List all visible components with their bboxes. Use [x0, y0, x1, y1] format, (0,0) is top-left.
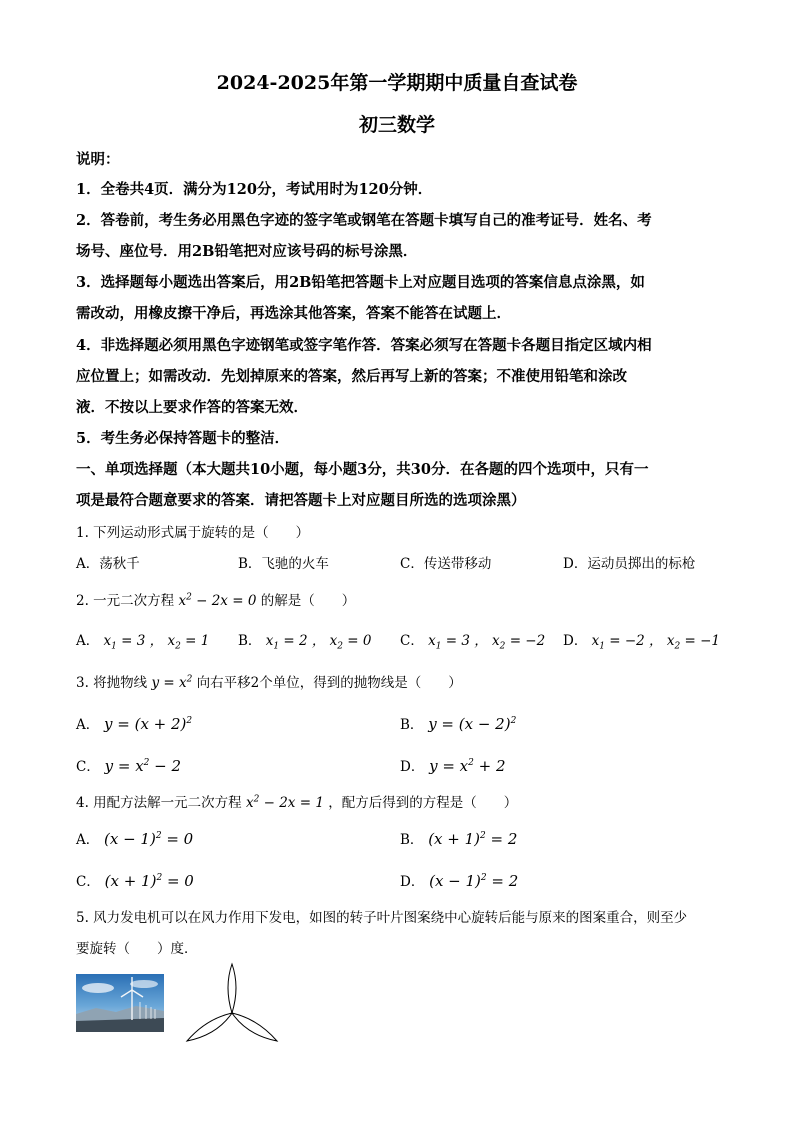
q5-stem-line1: 5. 风力发电机可以在风力作用下发电，如图的转子叶片图案绕中心旋转后能与原来的图案重合，则至少 [76, 910, 688, 926]
q3-option-d: D． $y = x^2 + 2$ [400, 757, 506, 775]
q4-stem [76, 791, 517, 811]
q2-stem [76, 589, 355, 609]
q3-option-a: A． $y = (x + 2)^2$ [76, 715, 193, 733]
q1-option-a: A．荡秋千 [76, 556, 140, 572]
q1-stem: 1. 下列运动形式属于旋转的是（ ） [76, 525, 310, 541]
q2-option-b: B． $x_1 = 2$ ， $x_2 = 0$ [238, 633, 372, 652]
q1-option-b: B．飞驰的火车 [238, 556, 329, 572]
notes-heading: 说明： [76, 151, 120, 168]
note-3-line1: 3．选择题每小题选出答案后，用2B铅笔把答题卡上对应题目选项的答案信息点涂黑，如 [76, 274, 645, 291]
q1-option-c: C．传送带移动 [400, 556, 492, 572]
q3-equation: $y = x^2$ [151, 674, 193, 691]
rotor-blade-diagram [184, 962, 280, 1044]
blade-top [228, 964, 236, 1013]
q2-equation: $x^2 - 2x = 0$ [178, 592, 257, 609]
q3-option-c: C． $y = x^2 - 2$ [76, 757, 182, 775]
q2-stem-tail: 的解是（ ） [260, 593, 356, 609]
q3-stem-text: 3. 将抛物线 [76, 675, 148, 691]
q2-option-a: A． $x_1 = 3$ ， $x_2 = 1$ [76, 633, 210, 652]
q4-equation: $x^2 - 2x = 1$ [245, 794, 324, 811]
q1-option-d: D．运动员掷出的标枪 [563, 556, 696, 572]
q2-option-c: C． $x_1 = 3$ ， $x_2 = -2$ [400, 633, 546, 652]
q4-stem-tail: ，配方后得到的方程是（ ） [328, 795, 518, 811]
q4-option-c: C． $(x + 1)^2 = 0$ [76, 872, 194, 890]
q4-option-a: A． $(x - 1)^2 = 0$ [76, 830, 194, 848]
q4-stem-text: 4. 用配方法解一元二次方程 [76, 795, 242, 811]
q3-stem-tail: 向右平移2个单位，得到的抛物线是（ ） [196, 675, 462, 691]
wind-turbine-photo [76, 974, 164, 1032]
q3-option-b: B． $y = (x - 2)^2$ [400, 715, 517, 733]
q4-option-b: B． $(x + 1)^2 = 2$ [400, 830, 518, 848]
q2-option-d: D． $x_1 = -2$ ， $x_2 = -1$ [563, 633, 720, 652]
note-4-line3: 液．不按以上要求作答的答案无效． [76, 399, 308, 416]
note-4-line1: 4．非选择题必须用黑色字迹钢笔或签字笔作答．答案必须写在答题卡各题目指定区域内相 [76, 337, 652, 354]
exam-title: 2024-2025年第一学期期中质量自查试卷 [216, 72, 578, 94]
q3-stem [76, 671, 462, 691]
note-3-line2: 需改动，用橡皮擦干净后，再选涂其他答案，答案不能答在试题上． [76, 305, 511, 322]
q2-stem-text: 2. 一元二次方程 [76, 593, 175, 609]
section1-heading-line1: 一、单项选择题（本大题共10小题，每小题3分，共30分．在各题的四个选项中，只有一 [76, 461, 649, 478]
note-5: 5．考生务必保持答题卡的整洁． [76, 430, 290, 447]
note-2-line1: 2．答卷前，考生务必用黑色字迹的签字笔或钢笔在答题卡填写自己的准考证号．姓名、考 [76, 212, 652, 229]
blade-right [232, 1013, 277, 1041]
exam-subtitle: 初三数学 [358, 114, 435, 136]
q4-option-d: D． $(x - 1)^2 = 2$ [400, 872, 519, 890]
q5-stem-line2: 要旋转（ ）度． [76, 941, 198, 957]
note-2-line2: 场号、座位号．用2B铅笔把对应该号码的标号涂黑． [76, 243, 418, 260]
note-1: 1．全卷共4页．满分为120分，考试用时为120分钟． [76, 181, 433, 198]
section1-heading-line2: 项是最符合题意要求的答案．请把答题卡上对应题目所选的选项涂黑） [76, 492, 526, 509]
note-4-line2: 应位置上；如需改动．先划掉原来的答案，然后再写上新的答案；不准使用铅笔和涂改 [76, 368, 627, 385]
blade-left [187, 1013, 232, 1041]
